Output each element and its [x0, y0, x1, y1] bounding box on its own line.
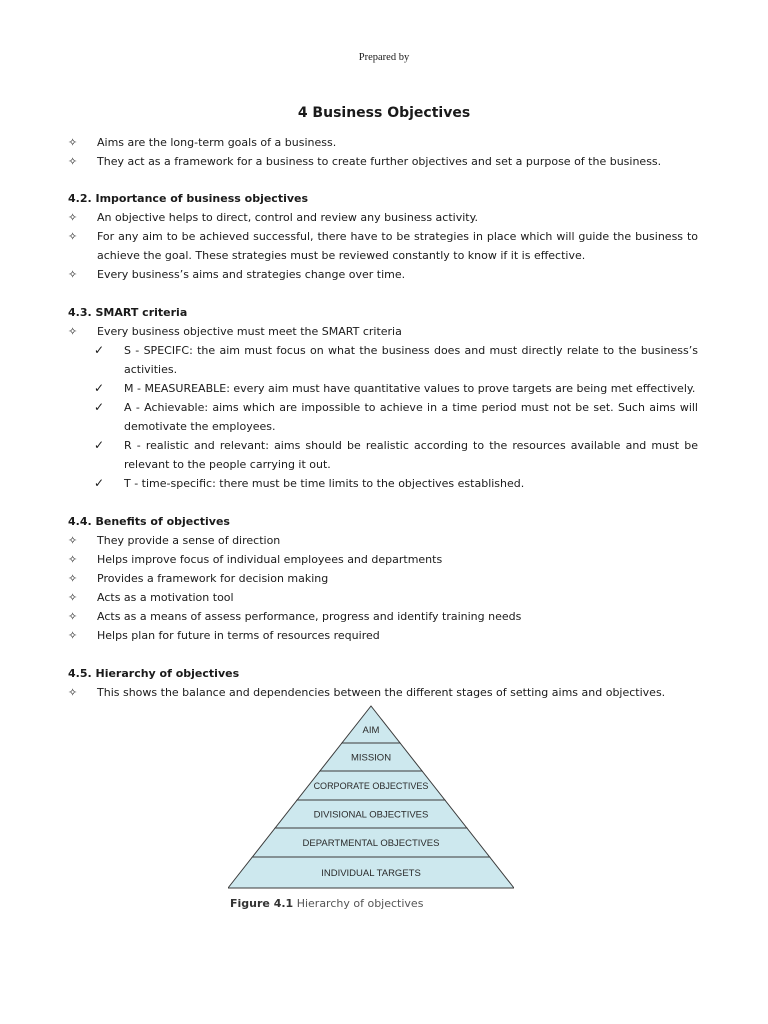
intro-section: [68, 133, 698, 171]
star-bullet-icon: ✧: [68, 686, 78, 699]
list-item: [68, 152, 698, 171]
check-mark-icon: ✓: [94, 476, 105, 490]
benefits-section: [68, 512, 698, 645]
list-item: [68, 133, 698, 152]
pyramid-tier-label: AIM: [362, 725, 380, 736]
list-item: [68, 683, 698, 702]
figure-caption-text: Hierarchy of objectives: [296, 897, 424, 910]
pyramid-tier-label: DIVISIONAL OBJECTIVES: [313, 809, 429, 821]
list-item: [68, 607, 698, 626]
list-item-text: Aims are the long-term goals of a business.: [97, 136, 337, 149]
criteria-text: M - MEASUREABLE: every aim must have quantitative values to prove targets are being met effectively.: [124, 382, 696, 395]
list-item: [68, 322, 698, 341]
check-mark-icon: ✓: [94, 400, 105, 414]
list-item: [68, 227, 698, 265]
list-item: [68, 626, 698, 645]
check-mark-icon: ✓: [94, 381, 105, 395]
list-item-text: Every business’s aims and strategies change over time.: [97, 268, 406, 281]
star-bullet-icon: ✧: [68, 155, 78, 168]
importance-section: [68, 189, 698, 284]
section-heading: 4.4. Benefits of objectives: [68, 515, 230, 528]
list-item-text: Every business objective must meet the SMART criteria: [97, 325, 402, 338]
star-bullet-icon: ✧: [68, 591, 78, 604]
criteria-item: [94, 341, 698, 379]
criteria-item: [94, 436, 698, 474]
list-item-text: Acts as a means of assess performance, progress and identify training needs: [97, 610, 522, 623]
section-heading: 4.5. Hierarchy of objectives: [68, 667, 240, 680]
list-item: [68, 588, 698, 607]
pyramid-tier-label: INDIVIDUAL TARGETS: [321, 868, 421, 879]
criteria-text: S - SPECIFC: the aim must focus on what the business does and must directly relate to the business’s activities.: [124, 344, 698, 376]
smart-section: [68, 303, 698, 493]
pyramid-tier-label: MISSION: [350, 752, 392, 764]
star-bullet-icon: ✧: [68, 610, 78, 623]
list-item: [68, 265, 698, 284]
criteria-item: [94, 474, 698, 493]
list-item: [68, 550, 698, 569]
criteria-item: [94, 379, 698, 398]
list-item-text: They provide a sense of direction: [97, 534, 281, 547]
star-bullet-icon: ✧: [68, 534, 78, 547]
list-item-text: This shows the balance and dependencies between the different stages of setting aims and objectives.: [97, 686, 666, 699]
prepared-by-header: Prepared by: [358, 52, 410, 63]
list-item-text: For any aim to be achieved successful, there have to be strategies in place which will guide the business to achieve the goal. These strategies must be reviewed constantly to know if it is effective.: [97, 230, 698, 262]
star-bullet-icon: ✧: [68, 325, 78, 338]
list-item: [68, 531, 698, 550]
criteria-text: T - time-specific: there must be time limits to the objectives established.: [124, 477, 525, 490]
hierarchy-section: [68, 664, 698, 702]
criteria-text: A - Achievable: aims which are impossible to achieve in a time period must not be set. Such aims will demotivate the employees.: [124, 401, 698, 433]
section-heading: 4.2. Importance of business objectives: [68, 192, 309, 205]
list-item-text: Helps improve focus of individual employees and departments: [97, 553, 443, 566]
star-bullet-icon: ✧: [68, 553, 78, 566]
criteria-text: R - realistic and relevant: aims should be realistic according to the resources available and must be relevant to the people carrying it out.: [124, 439, 698, 471]
figure-caption: [230, 897, 423, 910]
criteria-item: [94, 398, 698, 436]
section-heading: 4.3. SMART criteria: [68, 306, 188, 319]
list-item-text: Acts as a motivation tool: [97, 591, 234, 604]
star-bullet-icon: ✧: [68, 230, 78, 243]
hierarchy-pyramid-figure: [228, 705, 514, 890]
list-item: [68, 569, 698, 588]
check-mark-icon: ✓: [94, 343, 105, 357]
page-title: 4 Business Objectives: [297, 105, 471, 121]
list-item-text: Provides a framework for decision making: [97, 572, 329, 585]
list-item-text: An objective helps to direct, control and review any business activity.: [97, 211, 479, 224]
figure-number: Figure 4.1: [230, 897, 294, 910]
pyramid-diagram: [228, 705, 514, 890]
pyramid-tier-label: DEPARTMENTAL OBJECTIVES: [302, 838, 440, 849]
list-item: [68, 208, 698, 227]
pyramid-tier-label: CORPORATE OBJECTIVES: [313, 781, 429, 791]
star-bullet-icon: ✧: [68, 629, 78, 642]
star-bullet-icon: ✧: [68, 572, 78, 585]
star-bullet-icon: ✧: [68, 136, 78, 149]
list-item-text: Helps plan for future in terms of resources required: [97, 629, 380, 642]
list-item-text: They act as a framework for a business to create further objectives and set a purpose of the business.: [97, 155, 662, 168]
star-bullet-icon: ✧: [68, 268, 78, 281]
star-bullet-icon: ✧: [68, 211, 78, 224]
check-mark-icon: ✓: [94, 438, 105, 452]
